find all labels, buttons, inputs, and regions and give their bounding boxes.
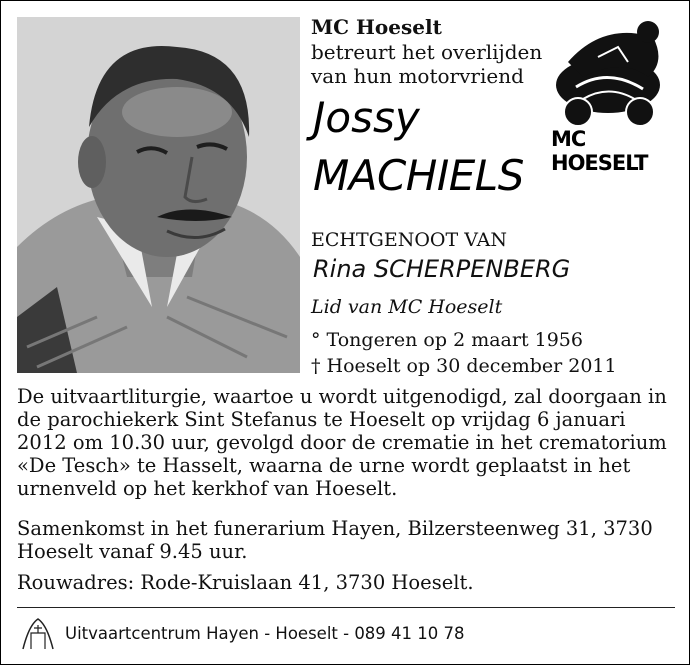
divider xyxy=(17,607,675,608)
portrait-photo xyxy=(17,17,300,373)
deceased-last-name: MACHIELS xyxy=(313,151,524,200)
condolence-address: Rouwadres: Rode-Kruislaan 41, 3730 Hoeselt. xyxy=(17,571,474,594)
funeral-details-paragraph: De uitvaartliturgie, waartoe u wordt uitgenodigd, zal doorgaan in de parochiekerk Sint Stefanus te Hoeselt op vrijdag 6 januari 2012 om 10.30 uur, gevolgd door de crematie in het crematorium «De Tesch» te Hasselt, waarna de urne wordt geplaatst in het urnenveld op het kerkhof van Hoeselt. xyxy=(17,385,667,500)
announcement-line-2: van hun motorvriend xyxy=(311,64,524,88)
announcement-line-1: betreurt het overlijden xyxy=(311,40,543,64)
death-line: † Hoeselt op 30 december 2011 xyxy=(311,355,617,377)
spouse-name: Rina SCHERPENBERG xyxy=(313,255,571,283)
deceased-first-name: Jossy xyxy=(313,93,420,142)
spouse-label: ECHTGENOOT VAN xyxy=(311,229,507,251)
funeral-home-contact: Uitvaartcentrum Hayen - Hoeselt - 089 41 10 78 xyxy=(65,624,465,643)
membership-line: Lid van MC Hoeselt xyxy=(311,296,503,318)
gathering-paragraph: Samenkomst in het funerarium Hayen, Bilzersteenweg 31, 3730 Hoeselt vanaf 9.45 uur. xyxy=(17,517,653,563)
logo-text: MC HOESELT xyxy=(551,127,648,175)
mc-hoeselt-logo-icon xyxy=(548,17,670,137)
organization-name: MC Hoeselt xyxy=(311,15,442,39)
birth-line: ° Tongeren op 2 maart 1956 xyxy=(311,329,583,351)
funeral-home-logo-icon xyxy=(19,615,57,653)
